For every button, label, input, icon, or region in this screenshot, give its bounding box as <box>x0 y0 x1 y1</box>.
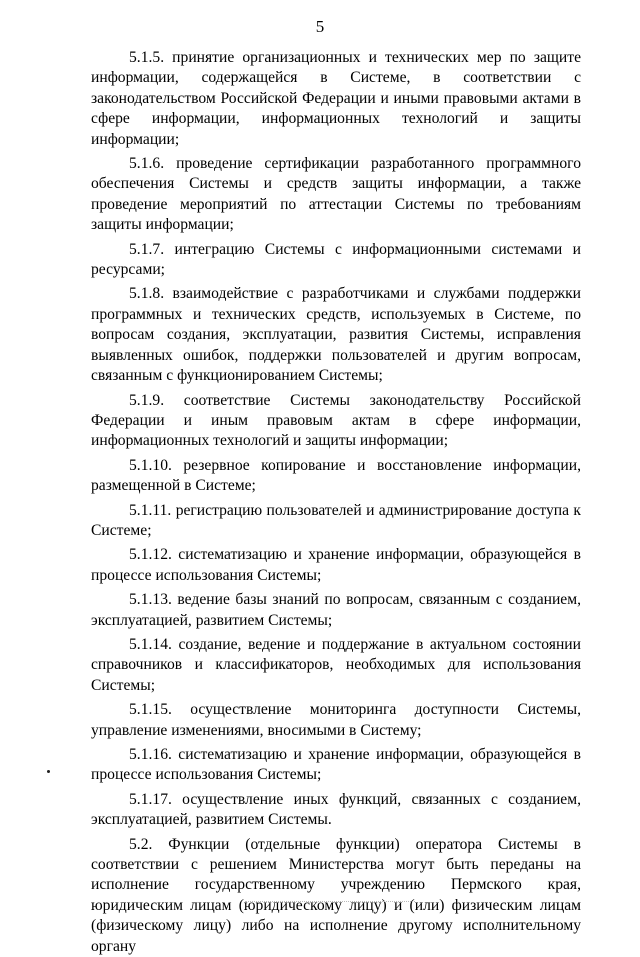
document-body <box>91 48 581 957</box>
clause-5-1-15: 5.1.15. осуществление мониторинга доступности Системы, управление изменениями, вносимыми в Систему; <box>91 701 581 739</box>
clause-5-1-13: 5.1.13. ведение базы знаний по вопросам, связанным с созданием, эксплуатацией, развитием Системы; <box>91 591 581 629</box>
clause-5-1-6: 5.1.6. проведение сертификации разработанного программного обеспечения Системы и средств защиты информации, а также проведение мероприятий по аттестации Системы по требованиям защиты информации; <box>91 155 581 234</box>
page-number: 5 <box>315 17 325 36</box>
clause-5-1-10: 5.1.10. резервное копирование и восстановление информации, размещенной в Системе; <box>91 456 581 495</box>
margin-dot-mark <box>47 770 50 773</box>
clause-5-2: 5.2. Функции (отдельные функции) оператора Системы в соответствии с решением Министерства могут быть переданы на исполнение государственному учреждению Пермского края, юридическим лицам (юридическому лицу) и (или) физическим лицам (физическому лицу) либо на исполнение другому исполнительному органу <box>91 835 581 955</box>
clause-5-1-17: 5.1.17. осуществление иных функций, связанных с созданием, эксплуатацией, развитием Системы. <box>91 790 581 829</box>
clause-5-1-14: 5.1.14. создание, ведение и поддержание в актуальном состоянии справочников и классификаторов, необходимых для использования Системы; <box>91 635 581 694</box>
scan-edge-artifact <box>245 901 415 903</box>
clause-5-1-7: 5.1.7. интеграцию Системы с информационными системами и ресурсами; <box>91 240 581 279</box>
clause-5-1-16: 5.1.16. систематизацию и хранение информации, образующейся в процессе использования Системы; <box>91 746 581 784</box>
clause-5-1-9: 5.1.9. соответствие Системы законодательству Российской Федерации и иным правовым актам в сфере информации, информационных технологий и защиты информации; <box>91 391 581 450</box>
clause-5-1-11: 5.1.11. регистрацию пользователей и администрирование доступа к Системе; <box>91 501 581 539</box>
clause-5-1-8: 5.1.8. взаимодействие с разработчиками и службами поддержки программных и технических средств, используемых в Системе, по вопросам создания, эксплуатации, развития Системы, исправления выявленных ошибок, поддержки пользователей и другим вопросам, связанным с функционированием Системы; <box>91 285 581 385</box>
clause-5-1-5: 5.1.5. принятие организационных и технических мер по защите информации, содержащейся в Системе, в соответствии с законодательством Российской Федерации и иными правовыми актами в сфере информации, информационных технологий и защиты информации; <box>91 49 581 148</box>
clause-5-1-12: 5.1.12. систематизацию и хранение информации, образующейся в процессе использования Системы; <box>91 546 581 584</box>
